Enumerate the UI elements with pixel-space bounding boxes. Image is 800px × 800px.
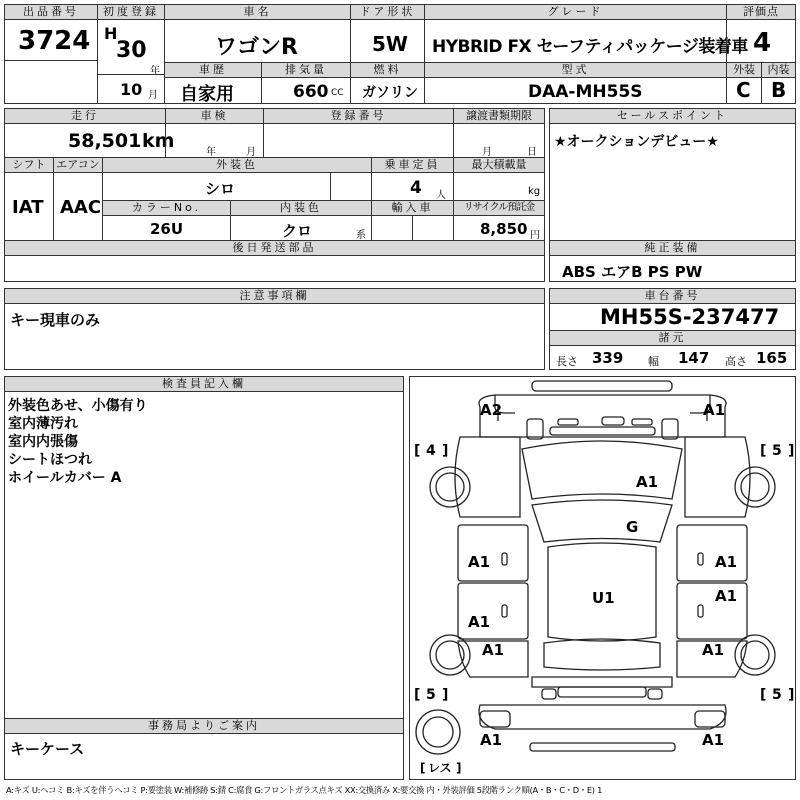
mark-left-rear-door: A1 [468,613,491,631]
tire-front-right: 5 [772,443,782,459]
inspection-year-unit: 年 [206,147,216,158]
grade: HYBRID FX セーフティパッケージ装着車 [432,37,748,57]
chassis-label: 車台番号 [550,289,795,304]
displacement-label: 排気量 [262,63,350,78]
inspector-line: 外装色あせ、小傷有り [8,398,148,414]
svg-text:]: ] [442,687,449,703]
ext-color: シロ [205,180,236,198]
import-label: 輸入車 [372,201,453,216]
svg-text:[: [ [760,687,767,703]
height: 165 [756,349,788,367]
height-label: 高さ [725,355,747,368]
int-color-label: 内装色 [231,201,371,216]
history-label: 車歴 [165,63,261,78]
svg-text:[: [ [420,761,426,775]
score: 4 [753,28,772,58]
reg-year: 30 [116,38,147,63]
tire-rear-left: 5 [426,687,436,703]
transfer-month-unit: 月 [482,147,492,158]
capacity: 4 [410,178,422,198]
notes-text: キー現車のみ [10,311,101,329]
recycle: 8,850 [480,220,528,238]
displacement-unit: CC [331,88,344,98]
width-label: 幅 [648,355,659,368]
reg-month-unit: 月 [148,90,158,101]
inspection-label: 車検 [166,109,263,124]
exterior-label: 外装 [727,63,761,78]
plate-label: 登録番号 [264,109,453,124]
score-label: 評価点 [727,5,795,20]
max-load-unit: kg [528,186,541,197]
svg-text:[: [ [414,443,421,459]
car-diagram [409,376,796,780]
mileage: 58,501 [68,130,142,152]
model-label: 型式 [425,63,726,78]
shift: IAT [12,197,44,218]
office-text: キーケース [10,740,85,758]
svg-text:]: ] [456,761,462,775]
length-label: 長さ [556,355,578,368]
interior-label: 内装 [762,63,795,78]
inspector-line: ホイールカバー A [8,470,122,486]
ext-color-label: 外装色 [103,158,371,173]
color-no: 26U [150,220,184,238]
recycle-label: リサイクル預託金 [454,201,544,216]
int-color: クロ [282,222,313,240]
ac: AAC [60,197,102,218]
reg-month: 10 [120,80,143,99]
inspector-line: 室内内張傷 [8,434,78,450]
svg-text:]: ] [788,443,795,459]
exterior-grade: C [736,78,751,102]
grade-label: グレード [425,5,726,20]
door: 5W [372,32,408,56]
capacity-unit: 人 [436,190,446,201]
lot-no-label: 出品番号 [5,5,97,20]
later-parts-label: 後日発送部品 [5,241,544,256]
history: 自家用 [180,84,234,105]
chassis-number: MH55S-237477 [600,305,780,329]
shift-label: シフト [5,158,53,173]
car-diagram-svg [410,377,795,779]
mark-right-rear-door: A1 [715,587,738,605]
inspector-line: 室内薄汚れ [8,416,78,432]
svg-text:]: ] [788,687,795,703]
car-name: ワゴンR [215,35,298,60]
mark-left-rear: A1 [482,641,505,659]
mark-front-right: A1 [703,401,726,419]
int-color-suffix: 系 [356,230,366,241]
model: DAA-MH55S [528,82,643,102]
inspector-line: シートほつれ [8,452,92,468]
transfer-label: 譲渡書類期限 [454,109,544,124]
inspector-label: 検査員記入欄 [5,377,403,392]
mark-front-left: A2 [480,401,503,419]
first-reg-label: 初度登録 [98,5,164,20]
mark-hood: A1 [636,473,659,491]
mileage-label: 走行 [5,109,165,124]
fuel: ガソリン [362,85,418,101]
mileage-unit: km [142,130,175,152]
sales-point-text: ★オークションデビュー★ [554,134,719,150]
mark-right-rear: A1 [702,641,725,659]
svg-text:]: ] [442,443,449,459]
equipment: ABS エアB PS PW [562,263,703,281]
dims-label: 諸元 [550,331,795,346]
reg-year-unit: 年 [150,66,160,77]
tire-front-left: 4 [426,443,436,459]
mark-windshield: G [626,518,639,536]
mark-left-front-door: A1 [468,553,491,571]
notes-label: 注意事項欄 [5,289,544,304]
width: 147 [678,349,710,367]
fuel-label: 燃料 [351,63,424,78]
mark-rear-right: A1 [702,731,725,749]
transfer-day-unit: 日 [527,147,537,158]
spare-label: レス [428,761,452,775]
capacity-label: 乗車定員 [372,158,453,173]
equipment-label: 純正装備 [550,241,795,256]
interior-grade: B [771,78,787,102]
displacement: 660 [293,82,329,102]
mark-roof: U1 [592,589,615,607]
color-no-label: カラーNo. [103,201,230,216]
mark-right-front-door: A1 [715,553,738,571]
lot-no: 3724 [18,26,91,56]
recycle-unit: 円 [530,230,540,241]
era: H [104,24,118,43]
mark-rear-left: A1 [480,731,503,749]
office-label: 事務局よりご案内 [5,719,403,734]
max-load-label: 最大積載量 [454,158,544,173]
car-name-label: 車名 [165,5,350,20]
svg-text:[: [ [760,443,767,459]
door-label: ドア形状 [351,5,424,20]
legend: A:キズ U:ヘコミ B:キズを伴うヘコミ P:要塗装 W:補修跡 S:錆 C:腐食 G:フロントガラス点キズ XX:交換済み X:要交換 内・外装評価 5段階ランク順(A・B・C・D・E) 1 [6,785,603,795]
tire-rear-right: 5 [772,687,782,703]
inspection-month-unit: 月 [246,147,256,158]
ac-label: エアコン [54,158,102,173]
length: 339 [592,349,624,367]
sales-point-label: セールスポイント [550,109,795,124]
svg-text:[: [ [414,687,421,703]
